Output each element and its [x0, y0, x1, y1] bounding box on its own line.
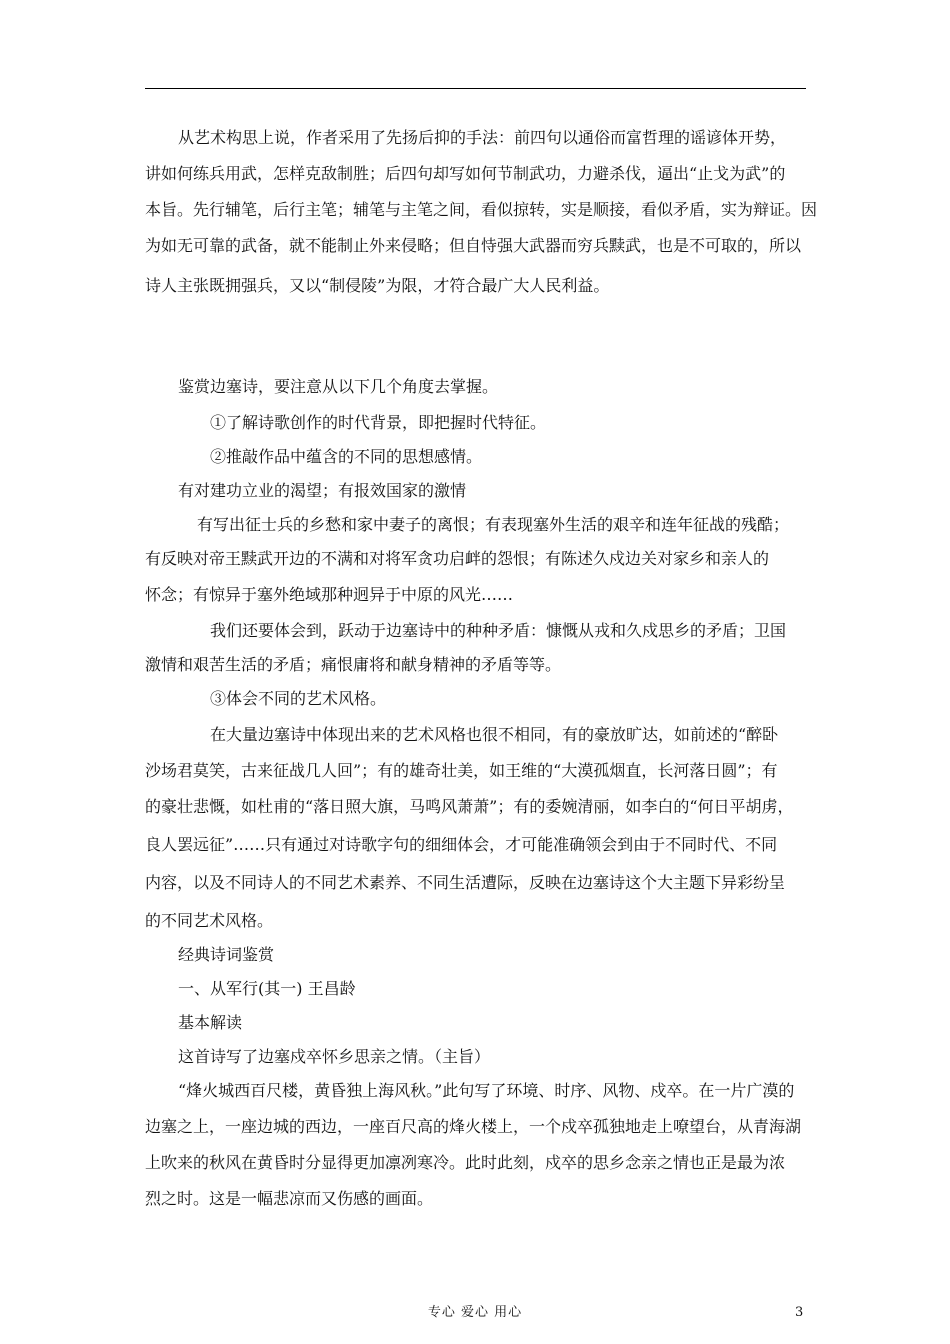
style-line: 沙场君莫笑，古来征战几人回”；有的雄奇壮美，如王维的“大漠孤烟直，长河落日圆”；有 [145, 761, 778, 780]
section-intro: 鉴赏边塞诗，要注意从以下几个角度去掌握。 [178, 377, 499, 396]
poem-title: 一、从军行(其一) 王昌龄 [178, 979, 356, 998]
paragraph-line: 从艺术构思上说，作者采用了先扬后抑的手法：前四句以通俗而富哲理的谣谚体开势， [178, 128, 787, 147]
page-number: 3 [795, 1305, 804, 1320]
classic-heading: 经典诗词鉴赏 [178, 945, 275, 964]
style-line: 良人罢远征”……只有通过对诗歌字句的细细体会，才可能准确领会到由于不同时代、不同 [145, 835, 778, 854]
paragraph-line: 本旨。先行辅笔，后行主笔；辅笔与主笔之间，看似掠转，实是顺接，看似矛盾，实为辩证。因 [145, 200, 818, 219]
emotion-line: 有反映对帝王黩武开边的不满和对将军贪功启衅的怨恨；有陈述久戍边关对家乡和亲人的 [145, 549, 770, 568]
contradiction-line: 我们还要体会到，跃动于边塞诗中的种种矛盾：慷慨从戎和久戍思乡的矛盾；卫国 [210, 621, 787, 640]
emotion-line: 有对建功立业的渴望；有报效国家的激情 [178, 481, 467, 500]
analysis-line: 上吹来的秋风在黄昏时分显得更加凛冽寒冷。此时此刻，戍卒的思乡念亲之情也正是最为浓 [145, 1153, 786, 1172]
paragraph-line: 诗人主张既拥强兵，又以“制侵陵”为限，才符合最广大人民利益。 [145, 276, 610, 295]
point-3: ③体会不同的艺术风格。 [210, 689, 387, 708]
footer-motto: 专心 爱心 用心 [427, 1305, 523, 1320]
analysis-line: 边塞之上，一座边城的西边，一座百尺高的烽火楼上，一个戍卒孤独地走上嘹望台，从青海湖 [145, 1117, 802, 1136]
point-2: ②推敲作品中蕴含的不同的思想感情。 [210, 447, 483, 466]
style-line: 的豪壮悲慨，如杜甫的“落日照大旗，马鸣风萧萧”；有的委婉清丽，如李白的“何日平胡虏， [145, 797, 794, 816]
analysis-line: “烽火城西百尺楼，黄昏独上海风秋。”此句写了环境、时序、风物、戍卒。在一片广漠的 [178, 1081, 795, 1100]
header-rule [145, 88, 806, 89]
emotion-line: 有写出征士兵的乡愁和家中妻子的离恨；有表现塞外生活的艰辛和连年征战的残酷； [197, 515, 790, 534]
contradiction-line: 激情和艰苦生活的矛盾；痛恨庸将和献身精神的矛盾等等。 [145, 655, 562, 674]
poem-theme: 这首诗写了边塞戍卒怀乡思亲之情。（主旨） [178, 1047, 491, 1066]
style-line: 内容，以及不同诗人的不同艺术素养、不同生活遭际，反映在边塞诗这个大主题下异彩纷呈 [145, 873, 786, 892]
analysis-line: 烈之时。这是一幅悲凉而又伤感的画面。 [145, 1189, 434, 1208]
emotion-line: 怀念；有惊异于塞外绝域那种迥异于中原的风光…… [145, 585, 514, 604]
basic-reading-heading: 基本解读 [178, 1013, 243, 1032]
style-line: 在大量边塞诗中体现出来的艺术风格也很不相同，有的豪放旷达，如前述的“醉卧 [210, 725, 779, 744]
point-1: ①了解诗歌创作的时代背景，即把握时代特征。 [210, 413, 547, 432]
style-line: 的不同艺术风格。 [145, 911, 274, 930]
paragraph-line: 为如无可靠的武备，就不能制止外来侵略；但自恃强大武器而穷兵黩武，也是不可取的，所以 [145, 236, 802, 255]
paragraph-line: 讲如何练兵用武，怎样克敌制胜；后四句却写如何节制武功，力避杀伐，逼出“止戈为武”的 [145, 164, 786, 183]
